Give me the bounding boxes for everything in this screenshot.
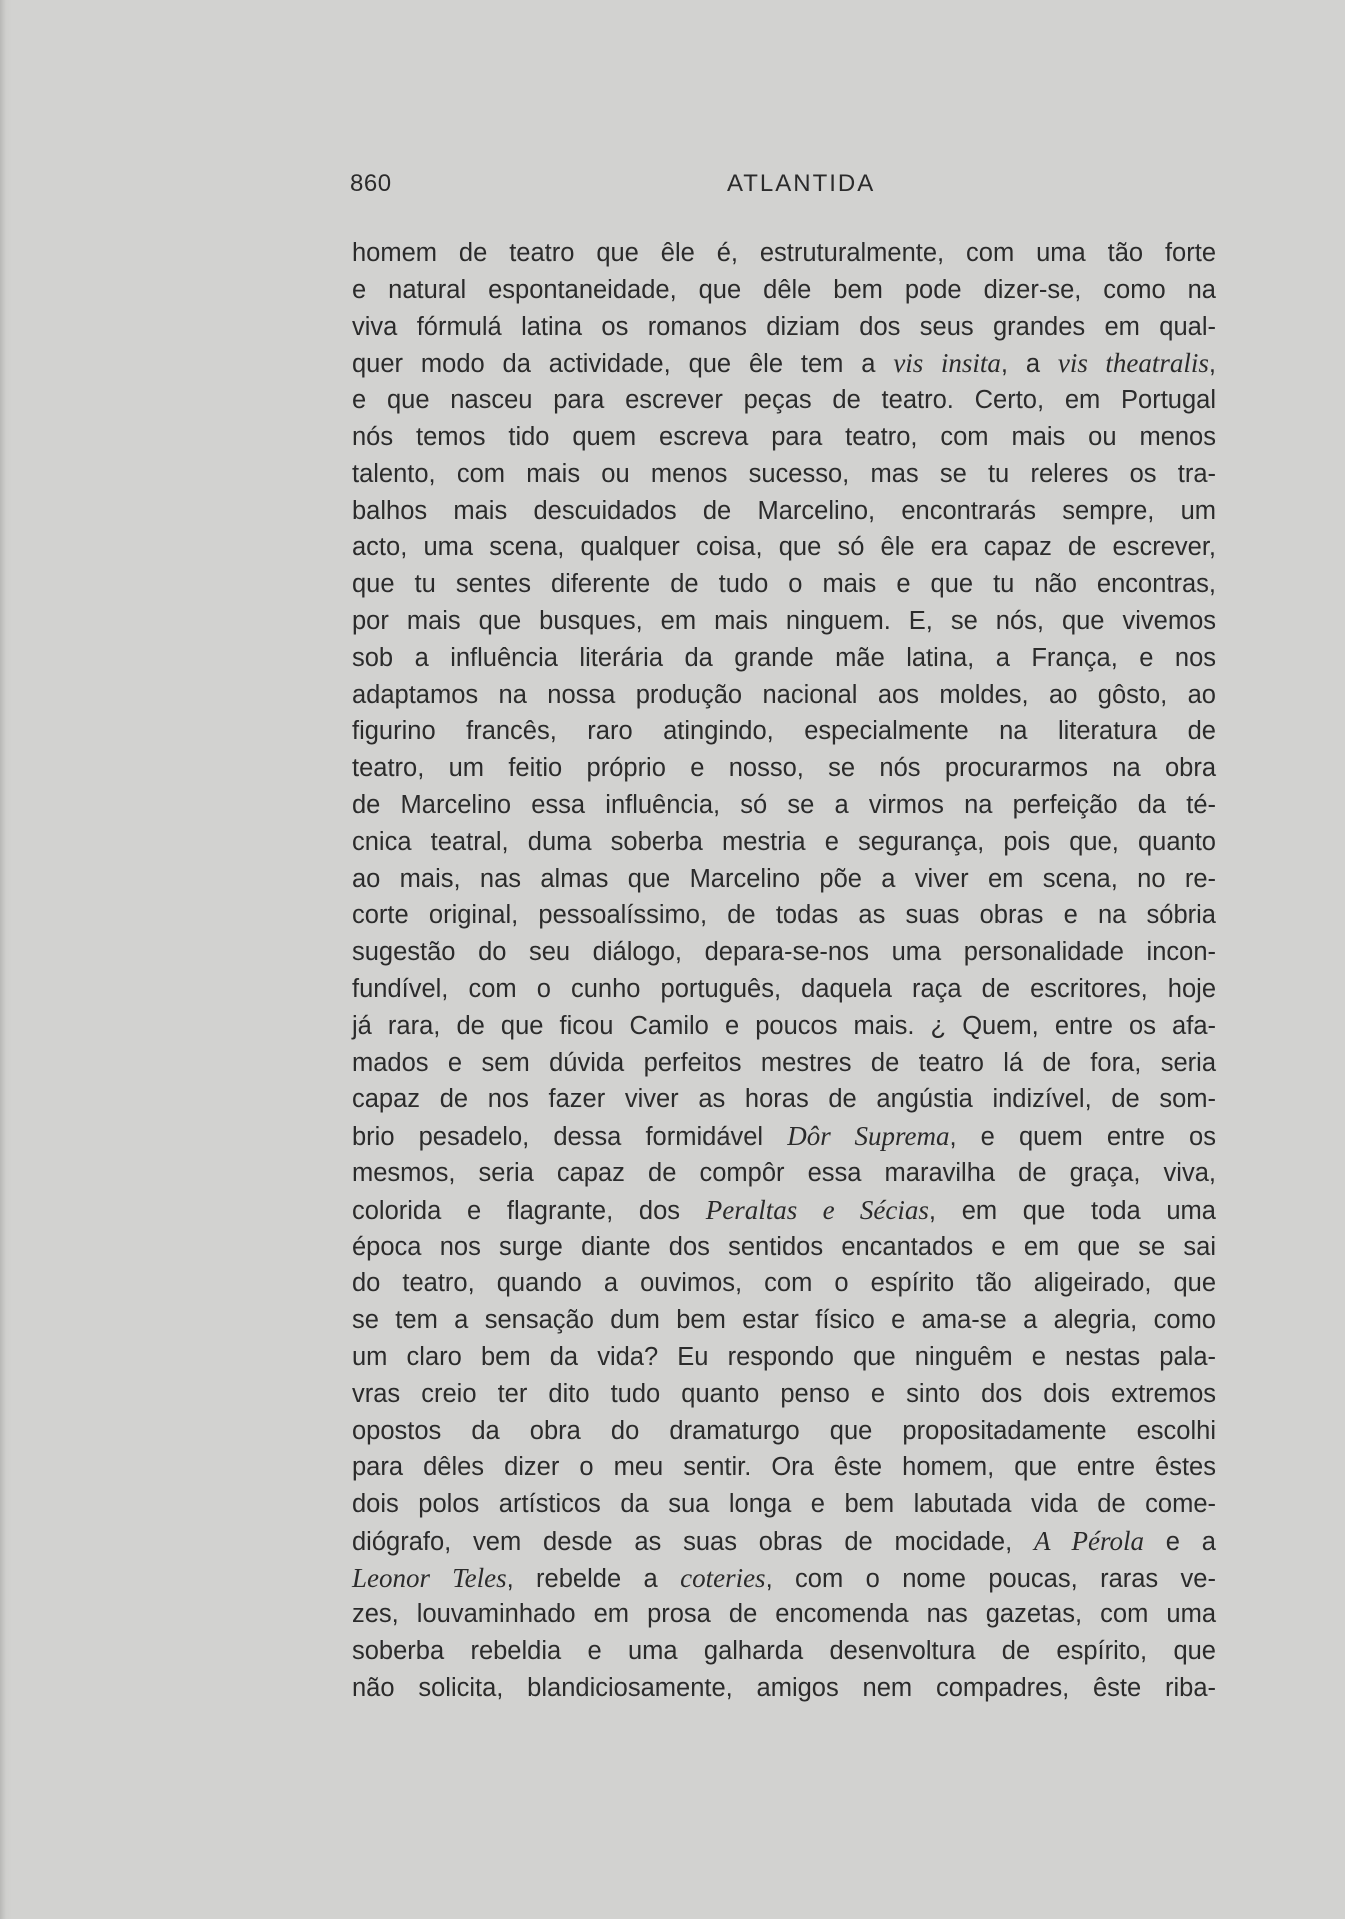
text-line <box>352 824 1216 861</box>
text-run: nós temos tido quem escreva para teatro, com mais ou menos <box>352 422 1216 451</box>
text-run: , <box>1208 350 1216 379</box>
text-line <box>352 382 1216 419</box>
text-line <box>352 897 1216 934</box>
text-run: por mais que busques, em mais ninguem. E, se nós, que vivemos <box>352 606 1216 635</box>
text-run: mados e sem dúvida perfeitos mestres de teatro lá de fora, seria <box>352 1048 1216 1077</box>
text-line <box>352 713 1216 750</box>
italic-title: A Pérola <box>1034 1525 1144 1556</box>
text-run: de Marcelino essa influência, só se a virmos na perfeição da té- <box>352 790 1216 819</box>
text-line <box>352 345 1216 382</box>
body-text <box>352 235 1216 1707</box>
italic-title: Dôr Suprema <box>787 1121 950 1152</box>
text-run: do teatro, quando a ouvimos, com o espírito tão aligeirado, que <box>352 1269 1216 1298</box>
text-run: para dêles dizer o meu sentir. Ora êste homem, que entre êstes <box>352 1453 1216 1482</box>
text-line <box>352 566 1216 603</box>
page-number: 860 <box>350 170 392 197</box>
text-line <box>352 1596 1216 1633</box>
text-run: , a <box>1000 350 1058 379</box>
text-line <box>352 1449 1216 1486</box>
text-run: opostos da obra do dramaturgo que propositadamente escolhi <box>352 1416 1216 1445</box>
text-run: capaz de nos fazer viver as horas de angústia indizível, de som- <box>352 1085 1216 1114</box>
text-run: homem de teatro que êle é, estruturalmente, com uma tão forte <box>352 239 1216 267</box>
text-line <box>352 309 1216 346</box>
text-line <box>352 934 1216 971</box>
italic-title: Leonor Teles <box>352 1562 507 1593</box>
text-line <box>352 1376 1216 1413</box>
text-run: mesmos, seria capaz de compôr essa maravilha de graça, viva, <box>352 1158 1216 1187</box>
text-run: e que nasceu para escrever peças de teatro. Certo, em Portugal <box>352 386 1216 415</box>
text-run: balhos mais descuidados de Marcelino, encontrarás sempre, um <box>352 496 1216 525</box>
italic-title: coteries <box>680 1562 766 1593</box>
text-run: , em que toda uma <box>928 1196 1216 1225</box>
text-run: ao mais, nas almas que Marcelino põe a viver em scena, no re- <box>352 864 1216 893</box>
text-run: corte original, pessoalíssimo, de todas as suas obras e na sóbria <box>352 901 1216 930</box>
text-run: já rara, de que ficou Camilo e poucos mais. ¿ Quem, entre os afa- <box>352 1011 1216 1040</box>
text-line <box>352 1155 1216 1192</box>
text-line <box>352 272 1216 309</box>
text-run: teatro, um feitio próprio e nosso, se nós procurarmos na obra <box>352 754 1216 783</box>
text-run: cnica teatral, duma soberba mestria e segurança, pois que, quanto <box>352 827 1216 856</box>
text-line <box>352 1560 1216 1597</box>
text-run: época nos surge diante dos sentidos encantados e em que se sai <box>352 1232 1216 1261</box>
page-edge-shadow <box>0 0 12 1919</box>
text-line <box>352 1008 1216 1045</box>
text-line <box>352 493 1216 530</box>
italic-title: Peraltas e Sécias <box>705 1194 929 1225</box>
text-run: fundível, com o cunho português, daquela raça de escritores, hoje <box>352 974 1216 1003</box>
text-line <box>352 235 1216 272</box>
text-line <box>352 1523 1216 1560</box>
text-line <box>352 750 1216 787</box>
text-run: acto, uma scena, qualquer coisa, que só êle era capaz de escrever, <box>352 533 1216 562</box>
text-line <box>352 529 1216 566</box>
text-run: sugestão do seu diálogo, depara-se-nos uma personalidade incon- <box>352 938 1216 967</box>
text-run: adaptamos na nossa produção nacional aos moldes, ao gôsto, ao <box>352 680 1216 709</box>
text-line <box>352 861 1216 898</box>
running-title: ATLANTIDA <box>727 170 876 197</box>
text-line <box>352 1045 1216 1082</box>
italic-title: vis theatralis <box>1057 348 1209 379</box>
text-run: se tem a sensação dum bem estar físico e ama-se a alegria, como <box>352 1306 1216 1335</box>
text-run: viva fórmulá latina os romanos diziam dos seus grandes em qual- <box>352 312 1216 341</box>
text-line <box>352 1670 1216 1707</box>
text-line <box>352 1302 1216 1339</box>
text-line <box>352 787 1216 824</box>
text-run: brio pesadelo, dessa formidável <box>352 1123 788 1152</box>
text-line <box>352 1486 1216 1523</box>
text-line <box>352 1339 1216 1376</box>
text-line <box>352 603 1216 640</box>
text-run: zes, louvaminhado em prosa de encomenda nas gazetas, com uma <box>352 1600 1216 1629</box>
text-run: quer modo da actividade, que êle tem a <box>352 350 894 379</box>
text-run: , rebelde a <box>506 1564 681 1593</box>
text-line <box>352 1633 1216 1670</box>
text-run: figurino francês, raro atingindo, especialmente na literatura de <box>352 717 1216 746</box>
text-line <box>352 1265 1216 1302</box>
page-header <box>350 170 1210 210</box>
text-line <box>352 677 1216 714</box>
text-run: e a <box>1143 1527 1216 1556</box>
text-run: , com o nome poucas, raras ve- <box>765 1564 1216 1593</box>
text-run: sob a influência literária da grande mãe latina, a França, e nos <box>352 643 1216 672</box>
text-line <box>352 1192 1216 1229</box>
text-run: , e quem entre os <box>949 1123 1216 1152</box>
text-line <box>352 1413 1216 1450</box>
text-run: que tu sentes diferente de tudo o mais e que tu não encontras, <box>352 570 1216 599</box>
text-run: colorida e flagrante, dos <box>352 1196 706 1225</box>
text-run: não solicita, blandiciosamente, amigos nem compadres, êste riba- <box>352 1674 1216 1703</box>
text-line <box>352 640 1216 677</box>
text-run: diógrafo, vem desde as suas obras de mocidade, <box>352 1527 1035 1556</box>
text-run: vras creio ter dito tudo quanto penso e sinto dos dois extremos <box>352 1379 1216 1408</box>
italic-title: vis insita <box>893 348 1001 379</box>
text-run: soberba rebeldia e uma galharda desenvoltura de espírito, que <box>352 1637 1216 1666</box>
text-line <box>352 971 1216 1008</box>
text-line <box>352 419 1216 456</box>
text-line <box>352 1229 1216 1266</box>
text-run: talento, com mais ou menos sucesso, mas se tu releres os tra- <box>352 459 1216 488</box>
text-line <box>352 1081 1216 1118</box>
text-run: dois polos artísticos da sua longa e bem labutada vida de come- <box>352 1490 1216 1519</box>
text-run: um claro bem da vida? Eu respondo que ninguêm e nestas pala- <box>352 1342 1216 1371</box>
text-line <box>352 1118 1216 1155</box>
text-line <box>352 456 1216 493</box>
text-run: e natural espontaneidade, que dêle bem pode dizer-se, como na <box>352 275 1216 304</box>
